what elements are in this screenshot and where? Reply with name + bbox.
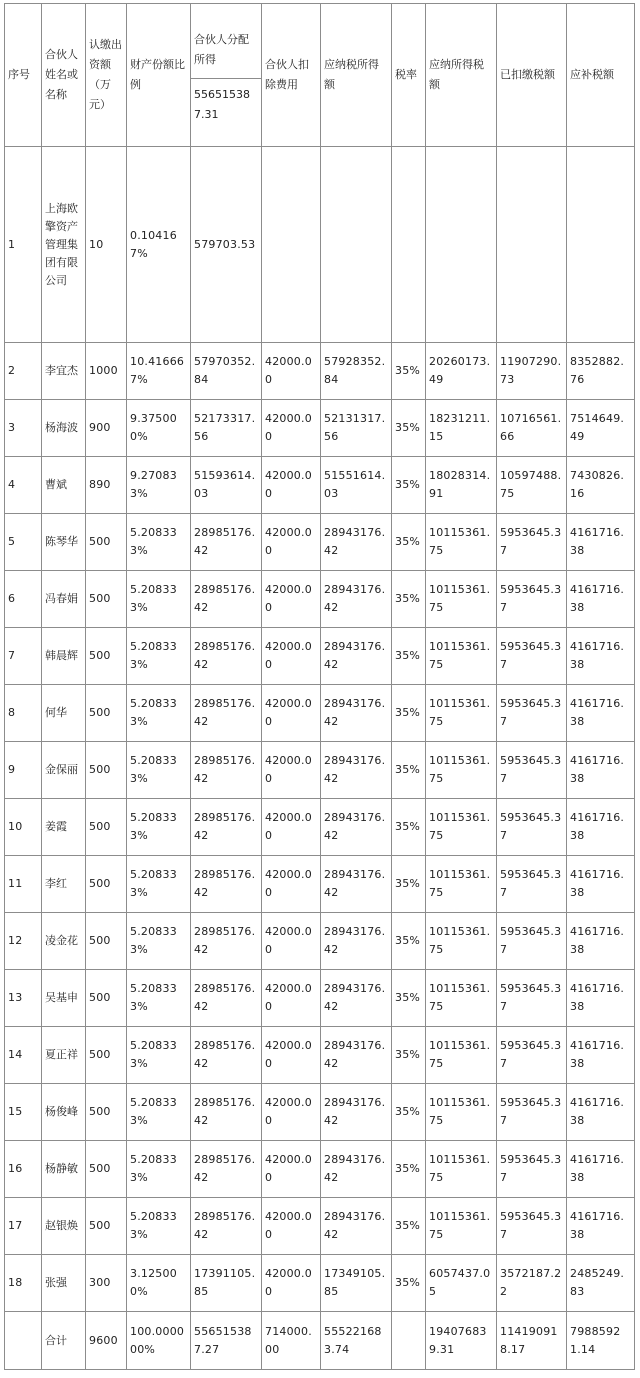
cell-tax-supplement: 4161716.38: [567, 685, 635, 742]
cell-seq: [5, 1312, 42, 1370]
cell-rate: 35%: [392, 514, 426, 571]
cell-name: 夏正祥: [42, 1027, 86, 1084]
cell-tax-due: 10115361.75: [426, 1084, 497, 1141]
cell-tax-due: 10115361.75: [426, 856, 497, 913]
cell-capital: 890: [86, 457, 127, 514]
cell-tax-supplement: 8352882.76: [567, 343, 635, 400]
cell-allocated: 28985176.42: [191, 514, 262, 571]
cell-capital: 500: [86, 628, 127, 685]
cell-ratio: 10.416667%: [127, 343, 191, 400]
cell-tax-due: 10115361.75: [426, 1198, 497, 1255]
cell-ratio: 0.104167%: [127, 147, 191, 343]
cell-deduction: 42000.00: [262, 1255, 321, 1312]
cell-allocated: 28985176.42: [191, 628, 262, 685]
cell-seq: 12: [5, 913, 42, 970]
cell-withheld: [497, 147, 567, 343]
cell-deduction: 42000.00: [262, 628, 321, 685]
table-row: [5, 856, 635, 913]
cell-capital: 500: [86, 685, 127, 742]
cell-ratio: 5.208333%: [127, 970, 191, 1027]
cell-name: 张强: [42, 1255, 86, 1312]
cell-capital: 900: [86, 400, 127, 457]
cell-withheld: 5953645.37: [497, 571, 567, 628]
cell-taxable: 17349105.85: [321, 1255, 392, 1312]
cell-taxable: 28943176.42: [321, 571, 392, 628]
cell-capital: 500: [86, 571, 127, 628]
cell-ratio: 5.208333%: [127, 799, 191, 856]
cell-tax-supplement: 4161716.38: [567, 970, 635, 1027]
cell-name: 吴基申: [42, 970, 86, 1027]
header-deduction: 合伙人扣除费用: [262, 4, 321, 147]
cell-taxable: 28943176.42: [321, 742, 392, 799]
cell-seq: 15: [5, 1084, 42, 1141]
cell-tax-supplement: 2485249.83: [567, 1255, 635, 1312]
cell-tax-supplement: 7514649.49: [567, 400, 635, 457]
cell-rate: 35%: [392, 1198, 426, 1255]
total-row: [5, 1312, 635, 1370]
header-withheld: 已扣缴税额: [497, 4, 567, 147]
header-rate: 税率: [392, 4, 426, 147]
cell-capital: 500: [86, 1141, 127, 1198]
cell-capital: 500: [86, 1027, 127, 1084]
cell-deduction: 42000.00: [262, 742, 321, 799]
table-body: [5, 147, 635, 1370]
table-row: [5, 343, 635, 400]
table-row: [5, 1255, 635, 1312]
cell-ratio: 9.270833%: [127, 457, 191, 514]
header-row: [5, 4, 635, 147]
cell-capital: 500: [86, 1084, 127, 1141]
cell-withheld: 5953645.37: [497, 742, 567, 799]
cell-capital: 10: [86, 147, 127, 343]
cell-allocated: 17391105.85: [191, 1255, 262, 1312]
cell-tax-supplement: 4161716.38: [567, 514, 635, 571]
cell-ratio: 5.208333%: [127, 685, 191, 742]
cell-seq: 13: [5, 970, 42, 1027]
cell-rate: [392, 147, 426, 343]
cell-deduction: 42000.00: [262, 514, 321, 571]
table-row: [5, 147, 635, 343]
cell-rate: 35%: [392, 628, 426, 685]
table-row: [5, 628, 635, 685]
cell-seq: 10: [5, 799, 42, 856]
cell-taxable: 28943176.42: [321, 628, 392, 685]
cell-taxable: 28943176.42: [321, 685, 392, 742]
cell-capital: 500: [86, 913, 127, 970]
header-seq: 序号: [5, 4, 42, 147]
cell-taxable: [321, 147, 392, 343]
cell-seq: 5: [5, 514, 42, 571]
cell-allocated: 556515387.27: [191, 1312, 262, 1370]
cell-withheld: 3572187.22: [497, 1255, 567, 1312]
cell-seq: 7: [5, 628, 42, 685]
cell-allocated: 28985176.42: [191, 913, 262, 970]
cell-tax-supplement: [567, 147, 635, 343]
table-row: [5, 400, 635, 457]
cell-allocated: 28985176.42: [191, 799, 262, 856]
cell-taxable: 28943176.42: [321, 799, 392, 856]
cell-allocated: 28985176.42: [191, 1027, 262, 1084]
cell-seq: 18: [5, 1255, 42, 1312]
cell-tax-due: 10115361.75: [426, 913, 497, 970]
cell-name: 曹斌: [42, 457, 86, 514]
cell-seq: 17: [5, 1198, 42, 1255]
cell-capital: 500: [86, 514, 127, 571]
cell-tax-due: 10115361.75: [426, 1141, 497, 1198]
header-allocated-total: 556515387.31: [194, 87, 250, 121]
cell-ratio: 5.208333%: [127, 1084, 191, 1141]
header-capital: 认缴出资额（万元）: [86, 4, 127, 147]
header-taxable: 应纳税所得额: [321, 4, 392, 147]
cell-withheld: 5953645.37: [497, 1084, 567, 1141]
cell-withheld: 5953645.37: [497, 628, 567, 685]
cell-deduction: 42000.00: [262, 970, 321, 1027]
cell-tax-due: 10115361.75: [426, 1027, 497, 1084]
cell-taxable: 28943176.42: [321, 514, 392, 571]
cell-allocated: 51593614.03: [191, 457, 262, 514]
cell-deduction: 42000.00: [262, 913, 321, 970]
header-ratio: 财产份额比例: [127, 4, 191, 147]
cell-tax-due: 10115361.75: [426, 799, 497, 856]
table-row: [5, 514, 635, 571]
cell-name: 杨俊峰: [42, 1084, 86, 1141]
cell-allocated: 28985176.42: [191, 1084, 262, 1141]
cell-tax-supplement: 4161716.38: [567, 799, 635, 856]
cell-allocated: 57970352.84: [191, 343, 262, 400]
cell-taxable: 28943176.42: [321, 913, 392, 970]
cell-name: 何华: [42, 685, 86, 742]
cell-withheld: 5953645.37: [497, 799, 567, 856]
cell-seq: 2: [5, 343, 42, 400]
cell-allocated: 28985176.42: [191, 1198, 262, 1255]
cell-rate: 35%: [392, 1084, 426, 1141]
cell-withheld: 5953645.37: [497, 970, 567, 1027]
cell-name: 合计: [42, 1312, 86, 1370]
cell-seq: 11: [5, 856, 42, 913]
cell-ratio: 5.208333%: [127, 628, 191, 685]
cell-deduction: 42000.00: [262, 856, 321, 913]
cell-tax-due: 18028314.91: [426, 457, 497, 514]
cell-capital: 500: [86, 799, 127, 856]
cell-tax-due: 10115361.75: [426, 742, 497, 799]
cell-seq: 8: [5, 685, 42, 742]
header-tax-due: 应纳所得税额: [426, 4, 497, 147]
cell-ratio: 5.208333%: [127, 913, 191, 970]
table-row: [5, 1027, 635, 1084]
table-row: [5, 799, 635, 856]
cell-allocated: 28985176.42: [191, 571, 262, 628]
cell-tax-due: 20260173.49: [426, 343, 497, 400]
cell-capital: 500: [86, 856, 127, 913]
cell-rate: 35%: [392, 571, 426, 628]
cell-taxable: 57928352.84: [321, 343, 392, 400]
cell-capital: 500: [86, 970, 127, 1027]
cell-rate: 35%: [392, 970, 426, 1027]
cell-rate: 35%: [392, 343, 426, 400]
cell-allocated: 579703.53: [191, 147, 262, 343]
cell-seq: 6: [5, 571, 42, 628]
cell-deduction: 42000.00: [262, 571, 321, 628]
cell-deduction: 42000.00: [262, 1027, 321, 1084]
cell-deduction: 42000.00: [262, 457, 321, 514]
cell-tax-supplement: 4161716.38: [567, 628, 635, 685]
header-name: 合伙人姓名或名称: [42, 4, 86, 147]
cell-ratio: 5.208333%: [127, 742, 191, 799]
header-tax-supplement: 应补税额: [567, 4, 635, 147]
cell-withheld: 10716561.66: [497, 400, 567, 457]
cell-deduction: 42000.00: [262, 1141, 321, 1198]
cell-taxable: 28943176.42: [321, 1084, 392, 1141]
cell-capital: 500: [86, 742, 127, 799]
table-row: [5, 571, 635, 628]
cell-tax-due: 10115361.75: [426, 628, 497, 685]
table-row: [5, 913, 635, 970]
cell-seq: 16: [5, 1141, 42, 1198]
cell-rate: 35%: [392, 457, 426, 514]
cell-tax-due: 10115361.75: [426, 970, 497, 1027]
cell-tax-supplement: 4161716.38: [567, 742, 635, 799]
cell-tax-supplement: 4161716.38: [567, 1084, 635, 1141]
tax-table: [4, 3, 635, 1370]
cell-tax-supplement: 7430826.16: [567, 457, 635, 514]
cell-withheld: 5953645.37: [497, 1027, 567, 1084]
cell-rate: 35%: [392, 742, 426, 799]
cell-deduction: 42000.00: [262, 343, 321, 400]
cell-taxable: 52131317.56: [321, 400, 392, 457]
header-allocated: [191, 4, 262, 147]
cell-name: 陈琴华: [42, 514, 86, 571]
cell-name: 金保丽: [42, 742, 86, 799]
cell-tax-supplement: 79885921.14: [567, 1312, 635, 1370]
cell-tax-supplement: 4161716.38: [567, 856, 635, 913]
table-row: [5, 1198, 635, 1255]
cell-tax-supplement: 4161716.38: [567, 1198, 635, 1255]
cell-allocated: 52173317.56: [191, 400, 262, 457]
cell-name: 凌金花: [42, 913, 86, 970]
cell-rate: 35%: [392, 799, 426, 856]
cell-withheld: 5953645.37: [497, 913, 567, 970]
cell-name: 上海欧擎资产管理集团有限公司: [42, 147, 86, 343]
cell-rate: 35%: [392, 400, 426, 457]
cell-withheld: 10597488.75: [497, 457, 567, 514]
header-allocated-label: 合伙人分配所得: [191, 26, 261, 79]
table-row: [5, 685, 635, 742]
cell-allocated: 28985176.42: [191, 742, 262, 799]
cell-capital: 500: [86, 1198, 127, 1255]
cell-tax-supplement: 4161716.38: [567, 913, 635, 970]
cell-deduction: 42000.00: [262, 799, 321, 856]
cell-seq: 14: [5, 1027, 42, 1084]
cell-taxable: 28943176.42: [321, 970, 392, 1027]
cell-tax-due: 6057437.05: [426, 1255, 497, 1312]
cell-tax-due: 10115361.75: [426, 685, 497, 742]
cell-deduction: [262, 147, 321, 343]
table-row: [5, 742, 635, 799]
cell-ratio: 5.208333%: [127, 1141, 191, 1198]
cell-ratio: 100.000000%: [127, 1312, 191, 1370]
cell-deduction: 714000.00: [262, 1312, 321, 1370]
cell-seq: 9: [5, 742, 42, 799]
cell-name: 赵银焕: [42, 1198, 86, 1255]
cell-ratio: 3.125000%: [127, 1255, 191, 1312]
cell-taxable: 28943176.42: [321, 1141, 392, 1198]
cell-rate: 35%: [392, 1141, 426, 1198]
cell-name: 李红: [42, 856, 86, 913]
cell-allocated: 28985176.42: [191, 970, 262, 1027]
cell-ratio: 5.208333%: [127, 1198, 191, 1255]
cell-name: 姜霞: [42, 799, 86, 856]
cell-taxable: 555221683.74: [321, 1312, 392, 1370]
cell-capital: 300: [86, 1255, 127, 1312]
cell-tax-supplement: 4161716.38: [567, 1027, 635, 1084]
cell-tax-due: 18231211.15: [426, 400, 497, 457]
cell-seq: 1: [5, 147, 42, 343]
cell-rate: 35%: [392, 856, 426, 913]
cell-tax-due: [426, 147, 497, 343]
table-row: [5, 457, 635, 514]
cell-tax-due: 10115361.75: [426, 514, 497, 571]
cell-name: 韩晨辉: [42, 628, 86, 685]
cell-name: 杨海波: [42, 400, 86, 457]
cell-rate: [392, 1312, 426, 1370]
cell-withheld: 5953645.37: [497, 1198, 567, 1255]
cell-withheld: 5953645.37: [497, 685, 567, 742]
cell-seq: 3: [5, 400, 42, 457]
cell-tax-supplement: 4161716.38: [567, 1141, 635, 1198]
cell-allocated: 28985176.42: [191, 685, 262, 742]
table-row: [5, 970, 635, 1027]
cell-name: 杨静敏: [42, 1141, 86, 1198]
cell-withheld: 5953645.37: [497, 856, 567, 913]
cell-withheld: 5953645.37: [497, 1141, 567, 1198]
cell-ratio: 5.208333%: [127, 571, 191, 628]
cell-tax-due: 194076839.31: [426, 1312, 497, 1370]
cell-tax-supplement: 4161716.38: [567, 571, 635, 628]
cell-rate: 35%: [392, 685, 426, 742]
cell-rate: 35%: [392, 913, 426, 970]
cell-withheld: 11907290.73: [497, 343, 567, 400]
cell-rate: 35%: [392, 1027, 426, 1084]
cell-tax-due: 10115361.75: [426, 571, 497, 628]
cell-capital: 9600: [86, 1312, 127, 1370]
cell-deduction: 42000.00: [262, 1198, 321, 1255]
cell-ratio: 9.375000%: [127, 400, 191, 457]
cell-name: 李宜杰: [42, 343, 86, 400]
table-row: [5, 1141, 635, 1198]
cell-allocated: 28985176.42: [191, 1141, 262, 1198]
cell-withheld: 5953645.37: [497, 514, 567, 571]
cell-withheld: 114190918.17: [497, 1312, 567, 1370]
cell-taxable: 51551614.03: [321, 457, 392, 514]
cell-deduction: 42000.00: [262, 1084, 321, 1141]
cell-taxable: 28943176.42: [321, 856, 392, 913]
cell-rate: 35%: [392, 1255, 426, 1312]
cell-deduction: 42000.00: [262, 400, 321, 457]
cell-taxable: 28943176.42: [321, 1027, 392, 1084]
cell-ratio: 5.208333%: [127, 856, 191, 913]
cell-allocated: 28985176.42: [191, 856, 262, 913]
cell-ratio: 5.208333%: [127, 514, 191, 571]
cell-taxable: 28943176.42: [321, 1198, 392, 1255]
cell-name: 冯春娟: [42, 571, 86, 628]
cell-capital: 1000: [86, 343, 127, 400]
cell-ratio: 5.208333%: [127, 1027, 191, 1084]
cell-seq: 4: [5, 457, 42, 514]
table-row: [5, 1084, 635, 1141]
cell-deduction: 42000.00: [262, 685, 321, 742]
